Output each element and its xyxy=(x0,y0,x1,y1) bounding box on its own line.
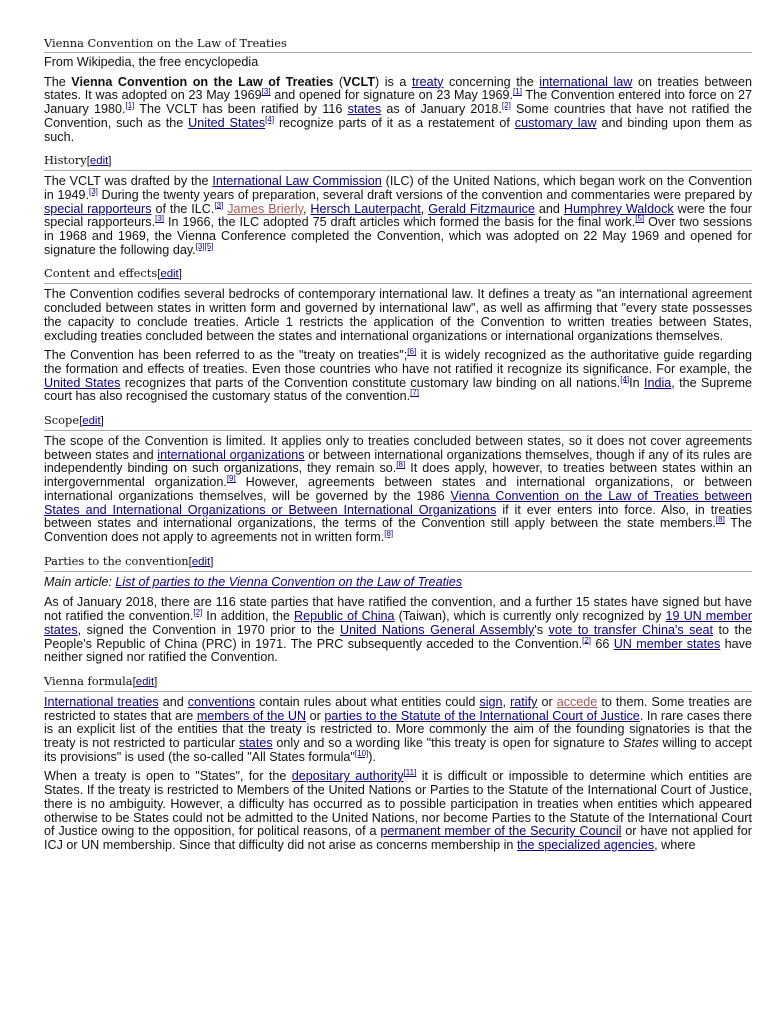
section-title: Content and effects xyxy=(44,266,158,281)
text: 's xyxy=(534,622,549,637)
text: or xyxy=(537,694,557,709)
link-vote-transfer[interactable]: vote to transfer China's seat xyxy=(548,622,713,637)
text: or between international organizations themselves, though if any of its rules are independently binding on such organizations, they remain so. xyxy=(44,447,752,476)
text: When a treaty is open to "States", for the xyxy=(44,769,292,784)
link-conventions[interactable]: conventions xyxy=(187,694,256,709)
text: The scope of the Convention is limited. It applies only to treaties concluded between states, so it does not cover agreements between states and xyxy=(44,434,752,462)
bold-term: Vienna Convention on the Law of Treaties xyxy=(71,74,334,89)
link-19-un-member-states[interactable]: 19 UN member states xyxy=(44,609,752,637)
edit-section-content: [edit] xyxy=(157,268,182,281)
intro-paragraph xyxy=(44,76,752,145)
section-title: Scope xyxy=(44,413,80,428)
citation-5[interactable]: [5] xyxy=(635,214,645,224)
link-depositary-authority[interactable]: depositary authority xyxy=(291,769,404,784)
text: . In rare cases there is an explicit list of the entities that the treaty is restricted to. More commonly the aim of the founding signatories is that the treaty is not restricted to particular xyxy=(44,708,752,751)
text: The VCLT has been ratified by 116 xyxy=(134,102,348,117)
citation-8[interactable]: [8] xyxy=(715,515,725,525)
text: As of January 2018, there are 116 state parties that have ratified the convention, and a further 15 states have signed but have not ratified the convention. xyxy=(44,595,752,624)
text: or xyxy=(306,708,325,723)
text: (ILC) of the United Nations, which began work on the Convention in 1949. xyxy=(44,174,752,202)
citation-3[interactable]: [3] xyxy=(155,214,164,224)
section-heading-parties xyxy=(44,554,752,572)
text: , the Supreme court has also recognised the customary status of the convention. xyxy=(44,375,752,404)
article-title-text: Vienna Convention on the Law of Treaties xyxy=(44,36,287,50)
link-vienna-convention-io[interactable]: Vienna Convention on the Law of Treaties between States and International Organizations or Between International Organizations xyxy=(44,488,752,517)
citation-9[interactable]: [9] xyxy=(226,473,236,483)
text: Over two sessions in 1968 and 1969, the Vienna Conference completed the Convention, which was adopted on 22 May 1969 and opened for signature the following day. xyxy=(44,215,752,257)
link-members-of-un[interactable]: members of the UN xyxy=(196,708,307,723)
text: to them. Some treaties are restricted to states that are xyxy=(44,694,752,723)
text: Some countries that have not ratified the Convention, such as the xyxy=(44,102,752,130)
text: ( xyxy=(333,74,344,89)
scope-paragraph xyxy=(44,435,752,545)
section-title: History xyxy=(44,153,87,168)
citation-3[interactable]: [3] xyxy=(195,241,205,251)
link-sign[interactable]: sign xyxy=(479,694,503,709)
text: , xyxy=(420,201,429,216)
link-accede[interactable]: accede xyxy=(556,694,598,709)
edit-link[interactable]: edit xyxy=(191,555,211,568)
text: , signed the Convention in 1970 prior to the xyxy=(77,622,340,637)
link-united-states[interactable]: United States xyxy=(44,375,121,390)
article-title xyxy=(44,36,752,53)
text: were the four special rapporteurs. xyxy=(44,201,752,230)
text: to the People's Republic of China (PRC) in 1971. The PRC subsequently acceded to the Convention. xyxy=(44,622,752,651)
text: if it ever enters into force. Also, in treaties between states and international organizations, the terms of the Convention still apply between the state members. xyxy=(44,502,752,531)
formula-paragraph-1 xyxy=(44,696,752,765)
link-james-brierly[interactable]: James Brierly xyxy=(227,201,303,216)
link-ratify[interactable]: ratify xyxy=(510,694,538,709)
text: , xyxy=(303,201,311,216)
edit-link[interactable]: edit xyxy=(89,155,109,168)
section-heading-history xyxy=(44,153,752,171)
citation-1[interactable]: [1] xyxy=(513,87,522,97)
link-india[interactable]: India xyxy=(643,375,672,390)
citation-7[interactable]: [7] xyxy=(410,388,420,398)
text: concerning the xyxy=(443,74,540,89)
citation-11[interactable]: [11] xyxy=(403,768,417,778)
text: 66 xyxy=(591,636,614,651)
bold-term: VCLT xyxy=(343,74,375,89)
link-specialized-agencies[interactable]: the specialized agencies xyxy=(516,837,655,852)
link-ilc[interactable]: International Law Commission xyxy=(212,174,382,189)
text: The Convention entered into force on 27 January 1980. xyxy=(44,88,753,117)
text: recognize parts of it as a restatement of xyxy=(274,115,515,130)
section-heading-content xyxy=(44,266,752,284)
emphasis: States xyxy=(622,736,659,751)
citation-8[interactable]: [8] xyxy=(384,528,394,538)
edit-link[interactable]: edit xyxy=(160,268,179,281)
text: it is difficult or impossible to determine which entities are States. If the treaty is restricted to Members of the United Nations or Parties to the Statute of the International Court of Justice, there is no ambiguity. However, a difficulty has occurred as to possible participation in treaties when entities which appeared otherwise to be States could not be admitted to the United Nations, nor become Parties to the Statute of the International Court of Justice owing to the opposition, for political reasons, of a xyxy=(44,769,752,839)
text: of the ILC. xyxy=(151,201,215,216)
text: The VCLT was drafted by the xyxy=(44,174,213,189)
link-international-treaties[interactable]: International treaties xyxy=(44,694,159,709)
link-un-member-states[interactable]: UN member states xyxy=(613,636,721,651)
text: only and so a wording like "this treaty is open for signature to xyxy=(272,736,623,751)
text: and opened for signature on 23 May 1969. xyxy=(270,88,514,103)
text: In xyxy=(629,375,644,390)
text: In 1966, the ILC adopted 75 draft articles which formed the basis for the final work. xyxy=(164,215,636,230)
edit-section-formula: [edit] xyxy=(132,675,158,688)
link-republic-of-china[interactable]: Republic of China xyxy=(294,609,395,624)
edit-section-parties: [edit] xyxy=(188,555,214,568)
edit-section-scope: [edit] xyxy=(79,415,104,428)
citation-3[interactable]: [3] xyxy=(88,186,98,196)
citation-5[interactable]: [5] xyxy=(204,241,214,251)
content-paragraph-2 xyxy=(44,349,752,404)
text: or have not applied for ICJ or UN membership. Since that difficulty did not arise as concerns membership in xyxy=(44,824,752,852)
text: The Convention does not apply to agreements not in written form. xyxy=(44,516,752,544)
history-paragraph xyxy=(44,175,752,257)
text: It does apply, however, to treaties between states within an intergovernmental organization. xyxy=(44,461,752,490)
link-unga[interactable]: United Nations General Assembly xyxy=(340,622,535,637)
text: , where xyxy=(654,837,696,852)
text: , xyxy=(502,694,511,709)
text: and xyxy=(535,201,564,216)
text: The Convention has been referred to as the "treaty on treaties"; xyxy=(44,348,408,363)
article-page xyxy=(44,0,752,853)
edit-section-history: [edit] xyxy=(86,155,112,168)
hatnote-prefix: Main article: xyxy=(44,574,116,589)
citation-10[interactable]: [10] xyxy=(354,748,369,758)
link-united-states[interactable]: United States xyxy=(188,115,266,130)
main-article-hatnote xyxy=(44,576,752,590)
text: on treaties between states. It was adopted on 23 May 1969 xyxy=(44,74,752,103)
text: ) is a xyxy=(374,74,412,89)
link-permanent-member[interactable]: permanent member of the Security Council xyxy=(380,824,622,839)
citation-2[interactable]: [2] xyxy=(582,635,591,645)
parties-paragraph xyxy=(44,596,752,665)
text: In addition, the xyxy=(202,609,295,624)
link-hersch-lauterpacht[interactable]: Hersch Lauterpacht xyxy=(310,201,421,216)
section-heading-formula xyxy=(44,674,752,692)
edit-link[interactable]: edit xyxy=(82,415,101,428)
content-paragraph-1: The Convention codifies several bedrocks of contemporary international law. It defines a treaty as "an international agreement concluded between states in written form and governed by international law", as well as affirming that "every state possesses the capacity to conclude treaties. Article 1 restricts the application of the Convention to written treaties between States, excluding treaties concluded between the states and international organizations or international organizations themselves. xyxy=(44,287,752,343)
link-humphrey-waldock[interactable]: Humphrey Waldock xyxy=(563,201,674,216)
citation-3[interactable]: [3] xyxy=(214,200,224,210)
text: as of January 2018. xyxy=(381,102,502,117)
text: The xyxy=(44,74,72,89)
citation-8[interactable]: [8] xyxy=(396,460,406,470)
text: have neither signed nor ratified the Convention. xyxy=(44,636,752,665)
link-customary-law[interactable]: customary law xyxy=(514,115,597,130)
section-heading-scope xyxy=(44,413,752,431)
text: During the twenty years of preparation, several draft versions of the convention and commentaries were prepared by xyxy=(97,187,752,202)
citation-2[interactable]: [2] xyxy=(193,607,203,617)
link-states[interactable]: states xyxy=(347,102,382,117)
text: However, agreements between states and international organizations, or between international organizations themselves, will be governed by the 1986 xyxy=(44,475,752,503)
formula-paragraph-2 xyxy=(44,770,752,852)
link-gerald-fitzmaurice[interactable]: Gerald Fitzmaurice xyxy=(428,201,535,216)
section-title: Vienna formula xyxy=(44,673,133,688)
citation-2[interactable]: [2] xyxy=(501,100,511,110)
section-title: Parties to the convention xyxy=(44,553,189,568)
link-parties-statute[interactable]: parties to the Statute of the International Court of Justice xyxy=(324,708,640,723)
text: and binding upon them as such. xyxy=(44,115,753,144)
link-special-rapporteurs[interactable]: special rapporteurs xyxy=(44,201,152,216)
edit-link[interactable]: edit xyxy=(135,675,155,688)
link-states[interactable]: states xyxy=(239,736,273,751)
text: willing to accept its provisions" is used (the so-called "All States formula" xyxy=(44,736,753,764)
link-main-article[interactable]: List of parties to the Vienna Convention on the Law of Treaties xyxy=(115,574,463,589)
text: recognizes that parts of the Convention constitute customary law binding on all nations. xyxy=(120,375,621,390)
citation-4[interactable]: [4] xyxy=(620,374,630,384)
link-international-organizations[interactable]: international organizations xyxy=(157,447,305,462)
citation-6[interactable]: [6] xyxy=(407,347,417,357)
text: (Taiwan), which is currently only recognized by xyxy=(394,609,666,624)
text: ). xyxy=(368,749,376,764)
text: and xyxy=(158,694,188,709)
citation-4[interactable]: [4] xyxy=(265,114,275,124)
link-international-law[interactable]: international law xyxy=(539,74,633,89)
text: it is widely recognized as the authoritative guide regarding the formation and effects of treaties. Even those countries who have not ratified it recognize its significance. For example, the xyxy=(44,348,752,376)
text: contain rules about what entities could xyxy=(255,694,480,709)
citation-3[interactable]: [3] xyxy=(261,87,271,97)
article-tagline: From Wikipedia, the free encyclopedia xyxy=(44,55,259,69)
citation-1[interactable]: [1] xyxy=(125,100,135,110)
link-treaty[interactable]: treaty xyxy=(411,74,444,89)
